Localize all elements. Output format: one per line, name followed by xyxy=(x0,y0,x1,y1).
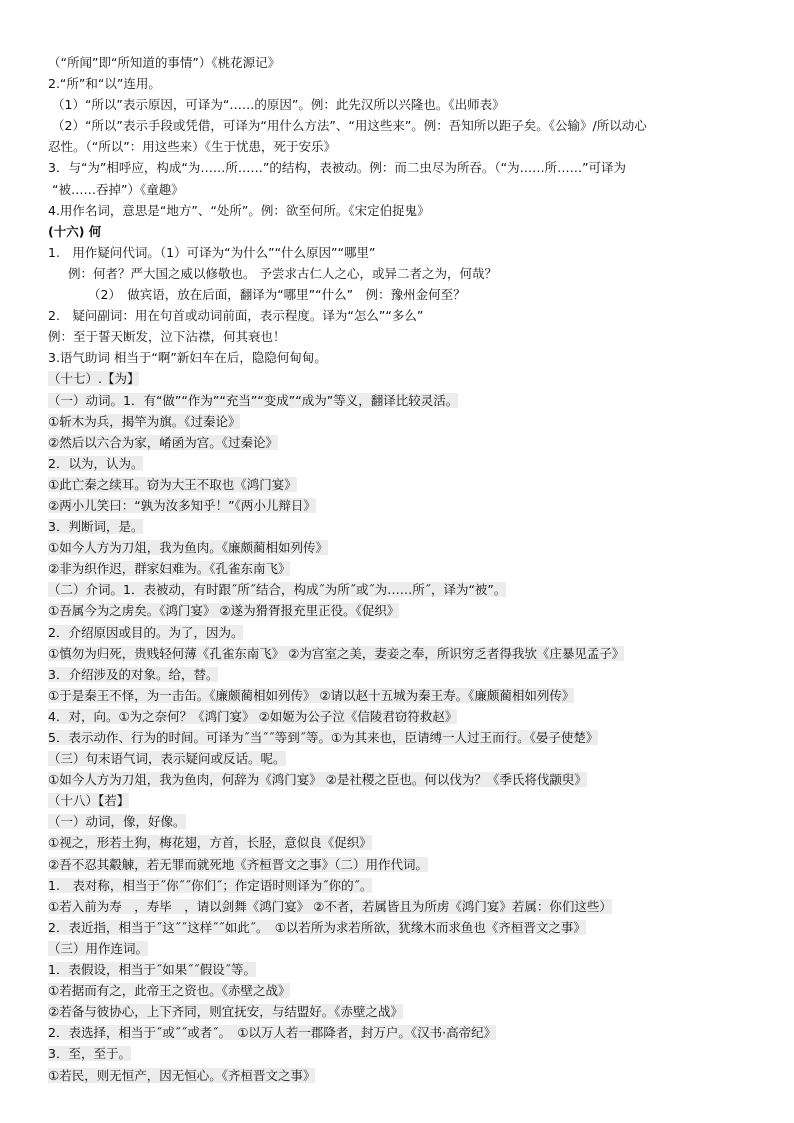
line-text: 例：何者？严大国之威以修敬也。 予尝求古仁人之心，或异二者之为，何哉？ xyxy=(68,265,497,281)
text-line xyxy=(48,284,778,305)
line-text: 2．表近指，相当于˝这˝˝这样˝˝如此˝。 ①以若所为求若所欲，犹缘木而求鱼也《齐桓晋文之事》 xyxy=(48,919,586,935)
text-line xyxy=(48,52,778,73)
text-line xyxy=(48,411,778,432)
text-line xyxy=(48,368,778,389)
text-line xyxy=(48,73,778,94)
text-line xyxy=(48,579,778,600)
line-text: 2．介绍原因或目的。为了，因为。 xyxy=(48,624,244,640)
text-line xyxy=(48,157,778,178)
text-line xyxy=(48,622,778,643)
text-line xyxy=(48,769,778,790)
text-line xyxy=(48,980,778,1001)
line-text: 3．介绍涉及的对象。给，替。 xyxy=(48,666,219,682)
text-line xyxy=(48,474,778,495)
line-text: 3．判断词，是。 xyxy=(48,519,144,535)
text-line xyxy=(48,115,778,136)
line-text: 3．与“为”相呼应，构成“为……所……”的结构，表被动。例：而二虫尽为所吞。（“为……所……”可译为 xyxy=(48,160,627,176)
text-line xyxy=(48,727,778,748)
line-text: ①若民，则无恒产，因无恒心。《齐桓晋文之事》 xyxy=(48,1067,316,1083)
line-text: （十七）.【为】 xyxy=(48,371,140,387)
line-text: ①吾属今为之虏矣。《鸿门宴》 ②遂为猾胥报充里正役。《促织》 xyxy=(48,603,400,619)
text-line xyxy=(48,242,778,263)
text-line xyxy=(48,558,778,579)
line-text: ②若备与彼协心，上下齐同，则宜抚安，与结盟好。《赤壁之战》 xyxy=(48,1004,403,1020)
line-text: ②然后以六合为家，崤函为宫。《过秦论》 xyxy=(48,434,278,450)
text-line xyxy=(48,516,778,537)
line-text: ①此亡秦之续耳。窃为大王不取也《鸿门宴》 xyxy=(48,476,297,492)
line-text: 1. 用作疑问代词。（1）可译为“为什么”“什么原因”“哪里” xyxy=(48,244,376,260)
text-line xyxy=(48,1001,778,1022)
line-text: 3．至，至于。 xyxy=(48,1046,131,1062)
line-text: （三）句末语气词，表示疑问或反话。呢。 xyxy=(48,751,286,767)
text-line xyxy=(48,453,778,474)
text-line xyxy=(48,748,778,769)
text-line xyxy=(48,390,778,411)
line-text: ①视之，形若土狗，梅花翅，方首，长胫，意似良《促织》 xyxy=(48,835,372,851)
line-text: ①于是秦王不怿，为一击缶。《廉颇蔺相如列传》 ②请以赵十五城为秦王寿。《廉颇蔺相如列传》 xyxy=(48,687,575,703)
text-line xyxy=(48,94,778,115)
text-line xyxy=(48,959,778,980)
line-text: (十六) 何 xyxy=(48,223,102,239)
text-line xyxy=(48,326,778,347)
line-text: ②非为织作迟，群家妇难为。《孔雀东南飞》 xyxy=(48,561,291,577)
text-line xyxy=(48,347,778,368)
line-text: 1. 表对称，相当于˝你˝˝你们˝；作定语时则译为˝你的˝。 xyxy=(48,877,373,893)
line-text: ②两小儿笑曰：“孰为汝多知乎！”《两小儿辩日》 xyxy=(48,497,316,513)
section-heading xyxy=(48,221,778,242)
text-line xyxy=(48,790,778,811)
line-text: 忍性。（“所以”：用这些来）《生于忧患，死于安乐》 xyxy=(48,139,336,155)
line-text: （二）介词。1．表被动，有时跟˝所˝结合，构成˝为所˝或˝为……所˝，译为“被”。 xyxy=(48,582,507,598)
text-line xyxy=(48,179,778,200)
text-line xyxy=(48,1022,778,1043)
line-text: （十八）【若】 xyxy=(48,793,130,809)
text-line xyxy=(48,917,778,938)
line-text: 2. 疑问副词：用在句首或动词前面，表示程度。译为“怎么”“多么” xyxy=(48,308,424,324)
line-text: （1）“所以”表示原因，可译为“……的原因”。例：此先汉所以兴隆也。《出师表》 xyxy=(52,97,505,113)
line-text: 2．表选择，相当于˝或˝˝或者˝。 ①以万人若一郡降者，封万户。《汉书·高帝纪》 xyxy=(48,1025,497,1041)
line-text: （一）动词。1．有“做”“作为”“充当”“变成”“成为”等义，翻译比较灵活。 xyxy=(48,392,459,408)
text-line xyxy=(48,136,778,157)
line-text: ①若入前为寿 ，寿毕 ，请以剑舞《鸿门宴》 ②不者，若属皆且为所虏《鸿门宴》若属：你们这些） xyxy=(48,898,612,914)
text-line xyxy=(48,832,778,853)
text-line xyxy=(48,200,778,221)
line-text: 3.语气助词 相当于“啊”新妇车在后，隐隐何甸甸。 xyxy=(48,350,327,366)
text-line xyxy=(48,685,778,706)
line-text: “被……吞掉”）《童趣》 xyxy=(52,181,184,197)
text-line xyxy=(48,875,778,896)
text-line xyxy=(48,643,778,664)
text-line xyxy=(48,305,778,326)
text-line xyxy=(48,938,778,959)
text-line xyxy=(48,854,778,875)
line-text: （2） 做宾语，放在后面，翻译为“哪里”“什么” 例：豫州金何至？ xyxy=(88,287,466,303)
text-line xyxy=(48,706,778,727)
text-line xyxy=(48,1065,778,1086)
line-text: ②吾不忍其觳觫，若无罪而就死地《齐桓晋文之事》（二）用作代词。 xyxy=(48,856,428,872)
text-line xyxy=(48,600,778,621)
text-line xyxy=(48,811,778,832)
line-text: 4.用作名词，意思是“地方”、“处所”。例：欲至何所。《宋定伯捉鬼》 xyxy=(48,202,430,218)
text-line xyxy=(48,263,778,284)
text-line xyxy=(48,1043,778,1064)
line-text: （“所闻”即“所知道的事情”）《桃花源记》 xyxy=(48,55,281,70)
text-line xyxy=(48,537,778,558)
line-text: ①如今人方为刀俎，我为鱼肉。《廉颇蔺相如列传》 xyxy=(48,540,328,556)
line-text: （2）“所以”表示手段或凭借，可译为“用什么方法”、“用这些来”。例：吾知所以距子矣。《公输》/所以动心 xyxy=(52,118,647,134)
line-text: ①如今人方为刀俎，我为鱼肉，何辞为《鸿门宴》 ②是社稷之臣也。何以伐为？《季氏将伐颛臾》 xyxy=(48,772,587,788)
text-line xyxy=(48,896,778,917)
text-line xyxy=(48,432,778,453)
line-text: ①若据而有之，此帝王之资也。《赤壁之战》 xyxy=(48,983,291,999)
text-line xyxy=(48,664,778,685)
line-text: ①慎勿为归死，贵贱轻何薄《孔雀东南飞》 ②为宫室之美，妻妾之奉，所识穷乏者得我欤《庄暴见孟子》 xyxy=(48,645,625,661)
line-text: 2.“所”和“以”连用。 xyxy=(48,76,161,92)
line-text: 例：至于誓天断发，泣下沾襟，何其衰也！ xyxy=(48,329,286,345)
line-text: 2．以为，认为。 xyxy=(48,455,144,471)
text-line xyxy=(48,495,778,516)
line-text: 4．对，向。①为之奈何？《鸿门宴》 ②如姬为公子泣《信陵君窃符救赵》 xyxy=(48,708,458,724)
line-text: 1．表假设，相当于˝如果˝˝假设˝等。 xyxy=(48,962,256,978)
line-text: ①斩木为兵，揭竿为旗。《过秦论》 xyxy=(48,413,241,429)
document-page xyxy=(48,52,778,1086)
line-text: （三）用作连词。 xyxy=(48,940,149,956)
line-text: 5．表示动作、行为的时间。可译为˝当˝˝等到˝等。①为其来也，臣请缚一人过王而行。《晏子使楚》 xyxy=(48,730,599,745)
line-text: （一）动词，像，好像。 xyxy=(48,814,186,830)
